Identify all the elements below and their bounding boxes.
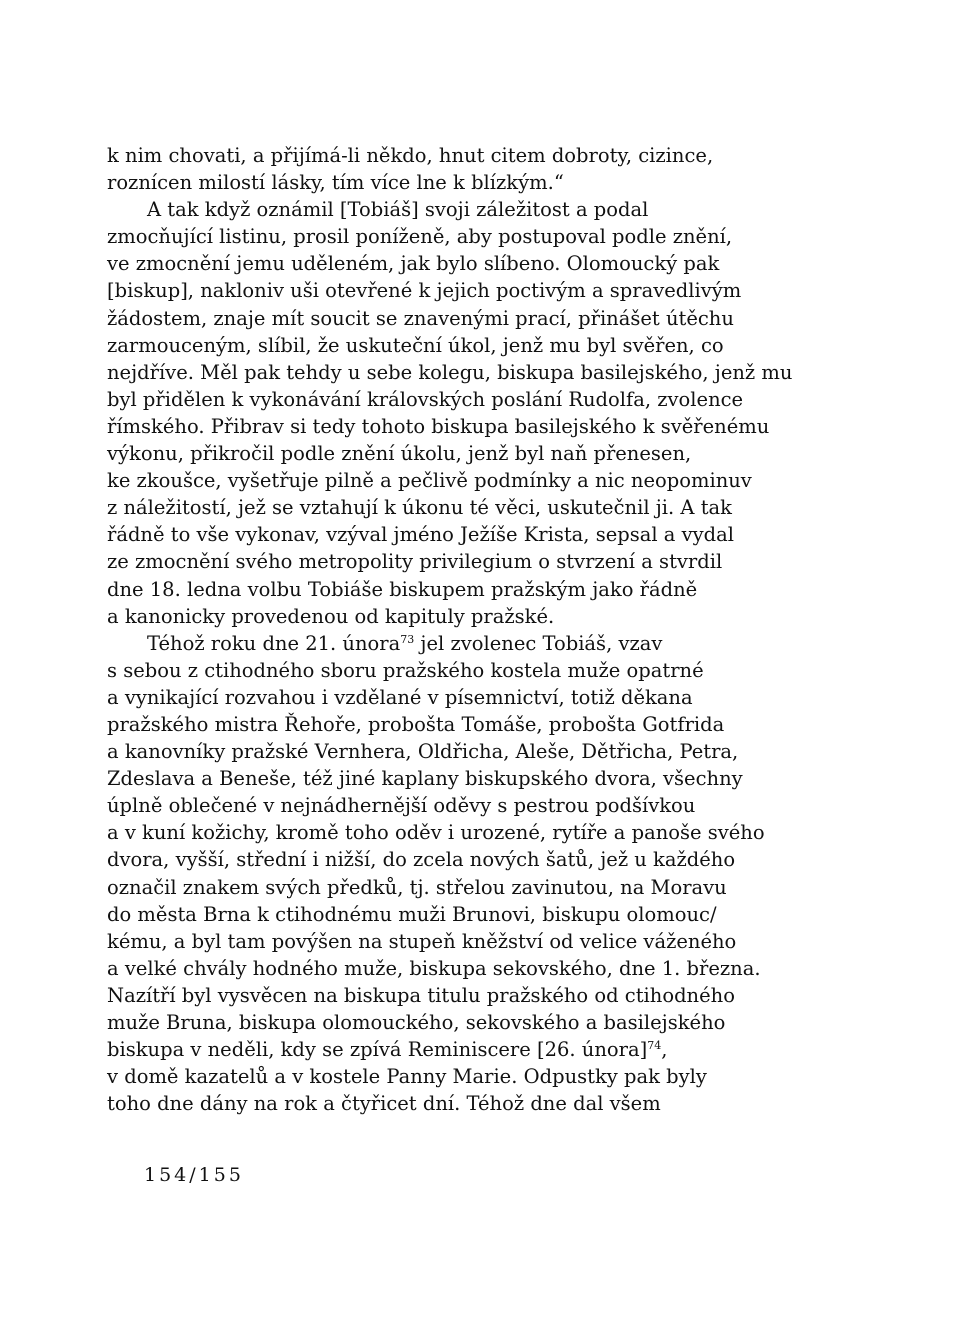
- text-line: [107, 250, 720, 277]
- text-line-continuation: jel zvolenec Tobiáš, vzav: [414, 631, 663, 655]
- text-line: [107, 901, 717, 928]
- text-line: [107, 657, 717, 684]
- text-line-content: a vynikající rozvahou i vzdělané v písemnictví, totiž děkana: [107, 685, 693, 709]
- text-line-content: dvora, vyšší, střední i nižší, do zcela nových šatů, jež u každého: [107, 848, 736, 872]
- text-line: [107, 928, 737, 955]
- text-line-content: ke zkoušce, vyšetřuje pilně a pečlivě podmínky a nic neopominuv: [107, 469, 752, 493]
- text-line-content: A tak když oznámil [Tobiáš] svoji záležitost a podal: [147, 198, 649, 222]
- page-number: 154/155: [144, 1164, 244, 1186]
- text-line: [107, 738, 739, 765]
- text-line-content: Nazítří byl vysvěcen na biskupa titulu pražského od ctihodného: [107, 983, 735, 1007]
- text-line: [107, 711, 725, 738]
- text-line-content: s sebou z ctihodného sboru pražského kostela muže opatrné: [107, 658, 704, 682]
- footnote-reference: 74: [647, 1039, 662, 1053]
- text-line: [107, 521, 734, 548]
- text-line: [107, 548, 723, 575]
- text-line-content: ze zmocnění svého metropolity privilegium o stvrzení a stvrdil: [107, 550, 723, 574]
- text-line-content: a kanonicky provedenou od kapituly pražské.: [107, 604, 555, 628]
- text-line-content: řádně to vše vykonav, vzýval jméno Ježíše Krista, sepsal a vydal: [107, 523, 734, 547]
- text-line-content: Zdeslava a Beneše, též jiné kaplany biskupského dvora, všechny: [107, 767, 743, 791]
- text-line-content: roznícen milostí lásky, tím více lne k blízkým.“: [107, 171, 564, 195]
- text-line-content: muže Bruna, biskupa olomouckého, sekovského a basilejského: [107, 1011, 726, 1034]
- text-line-content: biskupa v neděli, kdy se zpívá Reminiscere [26. února]: [107, 1038, 648, 1062]
- text-line-content: a kanovníky pražské Vernhera, Oldřicha, Aleše, Dětřicha, Petra,: [107, 740, 739, 764]
- text-line: [107, 684, 717, 711]
- text-line-content: do města Brna k ctihodnému muži Brunovi, biskupu olomouc/: [107, 902, 717, 926]
- text-line: [107, 819, 765, 846]
- text-line: [107, 305, 734, 332]
- text-line: [107, 332, 724, 359]
- text-line: [107, 1009, 726, 1036]
- text-line: [107, 1063, 717, 1090]
- text-line-content: zarmouceným, slíbil, že uskuteční úkol, jenž mu byl svěřen, co: [107, 333, 724, 357]
- text-line-content: žádostem, znaje mít soucit se znavenými prací, přinášet útěchu: [107, 306, 734, 330]
- body-text: [107, 142, 793, 1117]
- text-line: [107, 1090, 717, 1117]
- text-line: [107, 440, 717, 467]
- text-line: [107, 386, 744, 413]
- text-line-content: úplně oblečené v nejnádhernější oděvy s pestrou podšívkou: [107, 794, 696, 818]
- text-line: [107, 169, 717, 196]
- text-line: [107, 277, 742, 304]
- text-line: [107, 792, 717, 819]
- text-line-content: označil znakem svých předků, tj. střelou zavinutou, na Moravu: [107, 875, 727, 899]
- text-line-content: výkonu, přikročil podle znění úkolu, jenž byl naň přenesen,: [107, 442, 692, 466]
- text-line: [107, 413, 770, 440]
- text-line-content: toho dne dány na rok a čtyřicet dní. Téhož dne dal všem: [107, 1092, 661, 1116]
- text-line-content: [biskup], nakloniv uši otevřené k jejich poctivým a spravedlivým: [107, 279, 742, 303]
- text-line: [107, 846, 736, 873]
- text-line-content: v domě kazatelů a v kostele Panny Marie. Odpustky pak byly: [107, 1065, 707, 1089]
- text-line-content: zmocňující listinu, prosil poníženě, aby postupoval podle znění,: [107, 225, 733, 249]
- text-line: [107, 982, 735, 1009]
- text-line: [107, 874, 727, 901]
- text-line: [107, 630, 717, 657]
- text-line: [107, 494, 732, 521]
- text-line: [107, 955, 761, 982]
- text-line-content: kému, a byl tam povýšen na stupeň kněžství od velice váženého: [107, 929, 737, 953]
- text-line: [107, 223, 733, 250]
- text-line-content: k nim chovati, a přijímá-li někdo, hnut citem dobroty, cizince,: [107, 144, 714, 167]
- text-line: [107, 196, 717, 223]
- text-line: [107, 765, 743, 792]
- text-line: [107, 359, 793, 386]
- text-line: [107, 467, 752, 494]
- text-line-content: a v kuní kožichy, kromě toho oděv i urozené, rytíře a panoše svého: [107, 821, 765, 845]
- text-line-content: Téhož roku dne 21. února: [147, 631, 401, 655]
- text-line: [107, 576, 717, 603]
- text-line-continuation: ,: [661, 1038, 668, 1062]
- text-line: [107, 603, 717, 630]
- text-line-content: římského. Přibrav si tedy tohoto biskupa basilejského k svěřenému: [107, 414, 770, 438]
- text-line-content: a velké chvály hodného muže, biskupa sekovského, dne 1. března.: [107, 956, 761, 980]
- text-line: [107, 1036, 717, 1063]
- text-line-content: byl přidělen k vykonávání královských poslání Rudolfa, zvolence: [107, 387, 744, 411]
- text-line-content: dne 18. ledna volbu Tobiáše biskupem pražským jako řádně: [107, 577, 698, 601]
- text-line-content: ve zmocnění jemu uděleném, jak bylo slíbeno. Olomoucký pak: [107, 252, 720, 276]
- text-line: [107, 142, 717, 169]
- text-line-content: pražského mistra Řehoře, probošta Tomáše, probošta Gotfrida: [107, 712, 725, 736]
- footnote-reference: 73: [400, 632, 415, 646]
- text-line-content: nejdříve. Měl pak tehdy u sebe kolegu, biskupa basilejského, jenž mu: [107, 360, 793, 384]
- text-line-content: z náležitostí, jež se vztahují k úkonu té věci, uskutečnil ji. A tak: [107, 496, 732, 520]
